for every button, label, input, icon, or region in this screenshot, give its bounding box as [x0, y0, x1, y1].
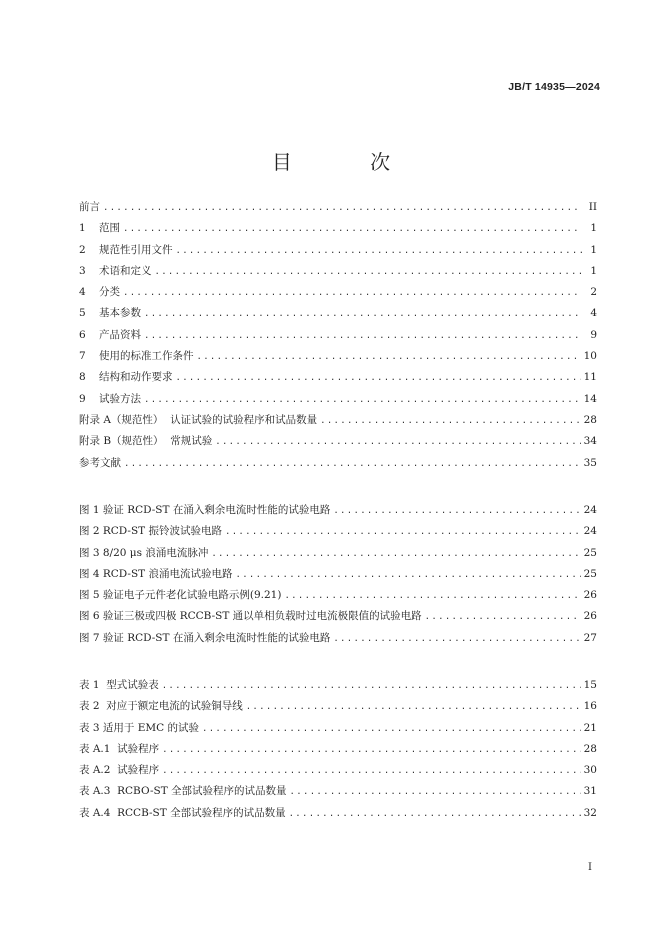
toc-leader-dots	[215, 432, 580, 453]
toc-leader-dots	[162, 676, 581, 697]
toc-entry-label: 图 3 8/20 μs 浪涌电流脉冲	[79, 546, 209, 559]
toc-entry-number: 4	[79, 286, 86, 299]
toc-table-row[interactable]	[79, 675, 597, 696]
toc-leader-dots	[144, 304, 582, 325]
toc-entry-number: 7	[79, 350, 86, 363]
toc-chapter-row[interactable]	[79, 240, 597, 261]
toc-chapter-row[interactable]	[79, 453, 597, 474]
toc-entry-page: 25	[583, 567, 597, 580]
toc-entry-page: 34	[583, 435, 597, 448]
toc-figure-row[interactable]	[79, 628, 597, 649]
toc-entry-page: 10	[583, 350, 597, 363]
toc-entry-label: 结构和动作要求	[99, 371, 173, 384]
toc-figure-row[interactable]	[79, 500, 597, 521]
toc-table-row[interactable]	[79, 781, 597, 802]
toc-entry-label: 规范性引用文件	[99, 243, 173, 256]
toc-entry-page: 11	[583, 371, 597, 384]
toc-entry-page: 27	[583, 631, 597, 644]
standard-code: JB/T 14935—2024	[508, 81, 600, 93]
toc-leader-dots	[144, 326, 582, 347]
toc-table-row[interactable]	[79, 696, 597, 717]
toc-entry-label: 基本参数	[99, 307, 141, 320]
toc-entry-label: 使用的标准工作条件	[99, 350, 194, 363]
toc-leader-dots	[176, 368, 581, 389]
toc-entry-label: 表 A.3 RCBO-ST 全部试验程序的试品数量	[79, 785, 287, 798]
toc-entry-label: 图 5 验证电子元件老化试验电路示例(9.21)	[79, 589, 282, 602]
toc-chapter-row[interactable]	[79, 431, 597, 452]
toc-leader-dots	[289, 804, 581, 825]
toc-entry-page: 16	[583, 700, 597, 713]
toc-entry-page: 1	[590, 222, 597, 235]
toc-entry-label: 图 1 验证 RCD-ST 在涌入剩余电流时性能的试验电路	[79, 504, 331, 516]
toc-entry-page: 28	[583, 413, 597, 426]
toc-leader-dots	[290, 782, 581, 803]
toc-entry-label: 范围	[99, 222, 120, 235]
toc-entry-label: 表 A.4 RCCB-ST 全部试验程序的试品数量	[79, 806, 286, 819]
toc-chapter-row[interactable]	[79, 325, 597, 346]
toc-leader-dots	[284, 586, 580, 607]
toc-figure-row[interactable]	[79, 585, 597, 606]
toc-leader-dots	[246, 697, 581, 718]
toc-figure-row[interactable]	[79, 606, 597, 627]
toc-leader-dots	[202, 719, 581, 740]
toc-figure-row[interactable]	[79, 521, 597, 542]
toc-entry-page: 28	[583, 742, 597, 755]
toc-entry-page: 1	[590, 243, 597, 256]
toc-entry-number: 2	[79, 243, 86, 256]
toc-entry-label: 图 6 验证三极或四极 RCCB-ST 通以单相负载时过电流极限值的试验电路	[79, 610, 422, 623]
toc-leader-dots	[162, 761, 581, 782]
toc-leader-dots	[197, 347, 581, 368]
toc-table-row[interactable]	[79, 718, 597, 739]
toc-entry-page: 15	[583, 679, 597, 691]
toc-entry-label: 图 2 RCD-ST 振铃波试验电路	[79, 525, 222, 538]
toc-entry-label: 产品资料	[99, 328, 141, 341]
toc-entry-page: 2	[590, 286, 597, 299]
toc-chapter-row[interactable]	[79, 261, 597, 282]
toc-entry-label: 试验方法	[99, 392, 141, 405]
toc-leader-dots	[124, 454, 581, 475]
toc-chapter-row[interactable]	[79, 303, 597, 324]
toc-figure-row[interactable]	[79, 543, 597, 564]
toc-leader-dots	[162, 740, 581, 761]
toc-chapter-row[interactable]	[79, 282, 597, 303]
toc-leader-dots	[211, 544, 580, 565]
toc-leader-dots	[144, 390, 581, 411]
toc-chapter-row[interactable]	[79, 367, 597, 388]
toc-chapters	[79, 197, 597, 474]
toc-entry-label: 参考文献	[79, 456, 121, 469]
toc-leader-dots	[225, 522, 581, 543]
toc-leader-dots	[425, 607, 581, 628]
toc-leader-dots	[103, 198, 582, 219]
toc-entry-page: 1	[590, 264, 597, 277]
toc-tables	[79, 675, 597, 824]
toc-entry-label: 附录 B（规范性） 常规试验	[79, 435, 213, 448]
toc-leader-dots	[123, 283, 582, 304]
toc-entry-page: 31	[583, 785, 597, 798]
toc-entry-page: 32	[583, 806, 597, 819]
toc-leader-dots	[176, 241, 583, 262]
toc-table-row[interactable]	[79, 739, 597, 760]
toc-entry-page: 24	[583, 504, 597, 516]
toc-entry-label: 图 7 验证 RCD-ST 在涌入剩余电流时性能的试验电路	[79, 631, 331, 644]
toc-entry-label: 表 2 对应于额定电流的试验铜导线	[79, 700, 243, 713]
toc-entry-page: 21	[583, 721, 597, 734]
toc-chapter-row[interactable]	[79, 218, 597, 239]
toc-entry-label: 表 1 型式试验表	[79, 679, 159, 691]
page-number: I	[588, 862, 592, 873]
toc-entry-page: 14	[583, 392, 597, 405]
toc-table-row[interactable]	[79, 760, 597, 781]
toc-entry-label: 表 A.1 试验程序	[79, 742, 160, 755]
toc-entry-number: 9	[79, 392, 86, 405]
toc-chapter-row[interactable]	[79, 389, 597, 410]
toc-entry-number: 3	[79, 264, 86, 277]
toc-figures	[79, 500, 597, 649]
toc-entry-label: 术语和定义	[99, 264, 152, 277]
toc-leader-dots	[320, 411, 581, 432]
toc-leader-dots	[333, 501, 580, 522]
toc-entry-page: 30	[583, 764, 597, 777]
toc-chapter-row[interactable]	[79, 410, 597, 431]
toc-table-row[interactable]	[79, 803, 597, 824]
toc-entry-page: 26	[583, 589, 597, 602]
toc-entry-number: 5	[79, 307, 86, 320]
toc-leader-dots	[333, 629, 580, 650]
toc-chapter-row[interactable]	[79, 346, 597, 367]
toc-entry-label: 附录 A（规范性） 认证试验的试验程序和试品数量	[79, 413, 318, 426]
toc-entry-label: 表 3 适用于 EMC 的试验	[79, 721, 199, 734]
page-title: 目 次	[271, 150, 427, 174]
toc-entry-page: 9	[590, 328, 597, 341]
toc-entry-page: II	[588, 201, 597, 213]
toc-entry-page: 26	[583, 610, 597, 623]
toc-entry-page: 4	[590, 307, 597, 320]
toc-chapter-row[interactable]	[79, 197, 597, 218]
toc-entry-page: 25	[583, 546, 597, 559]
toc-entry-label: 图 4 RCD-ST 浪涌电流试验电路	[79, 567, 233, 580]
toc-entry-number: 8	[79, 371, 86, 384]
toc-figure-row[interactable]	[79, 564, 597, 585]
toc-entry-label: 表 A.2 试验程序	[79, 764, 160, 777]
toc-entry-page: 24	[583, 525, 597, 538]
toc-entry-number: 1	[79, 222, 86, 235]
toc-entry-label: 分类	[99, 286, 120, 299]
toc-leader-dots	[236, 565, 581, 586]
toc-entry-label: 前言	[79, 201, 100, 213]
toc-leader-dots	[155, 262, 583, 283]
toc-leader-dots	[123, 219, 582, 240]
toc-entry-page: 35	[583, 456, 597, 469]
toc-entry-number: 6	[79, 328, 86, 341]
